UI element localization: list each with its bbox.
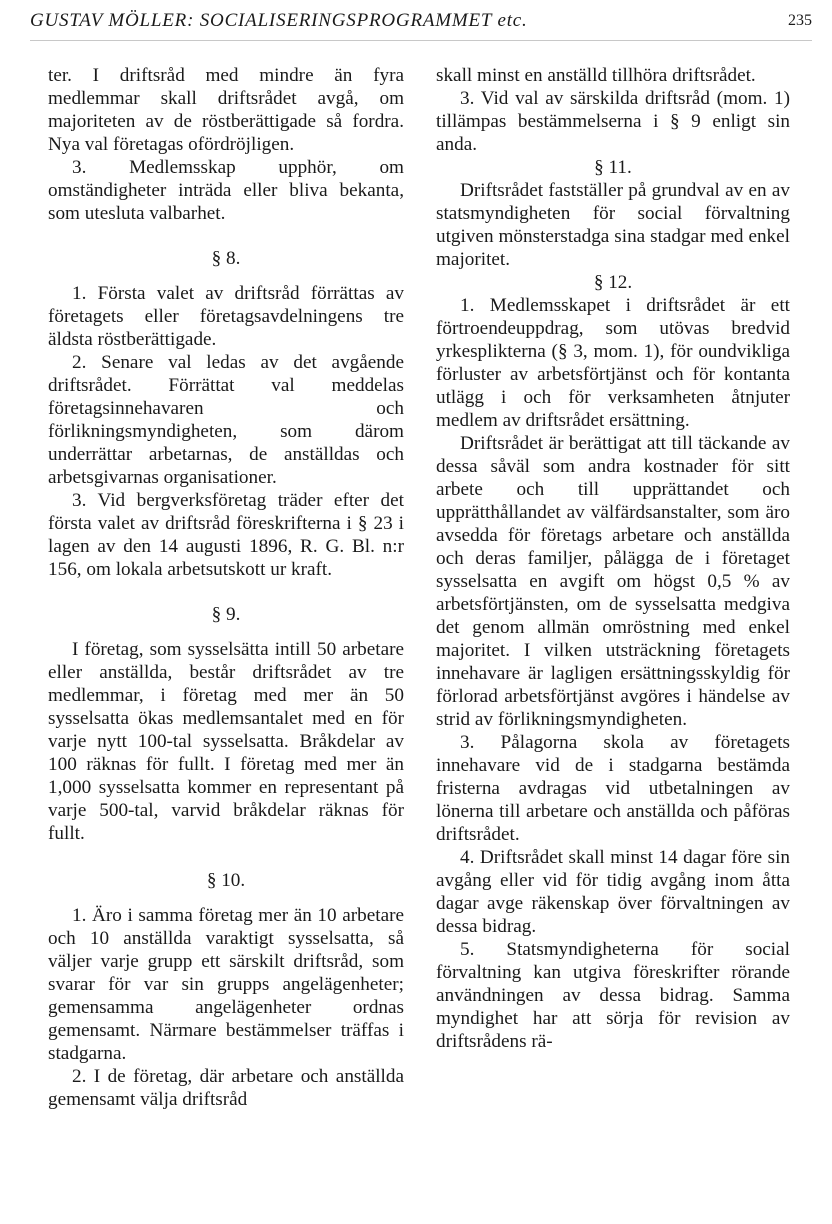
paragraph: Driftsrådet fastställer på grundval av en av statsmyndigheten för social förvaltning utgiven mönsterstadga sina stadgar med enkel majoritet. [436,180,790,270]
paragraph: I företag, som sysselsätta intill 50 arbetare eller anställda, består driftsrådet av tre medlemmar, i företag med mer än 50 sysselsatta ökas medlemsantalet med en för varje nytt 100-tal sysselsatta. Bråkdelar av 100 räknas för fullt. I företag med mer än 1,000 sysselsatta kommer en representant på varje 500-tal, varvid bråkdelar räknas för fullt. [48,639,404,844]
paragraph: 1. Medlemsskapet i driftsrådet är ett förtroendeuppdrag, som utövas bredvid yrkesplikterna (§ 3, mom. 1), för oundvikliga förluster av arbetsförtjänst och för kontanta utlägg i och för verksamheten åtnjuter medlem av driftsrådet ersättning. [436,295,790,431]
paragraph: 2. Senare val ledas av det avgående driftsrådet. Förrättat val meddelas företagsinnehavaren och förlikningsmyndigheten, som därom underrättar arbetarnas, de anställdas och arbetsgivarnas organisationer. [48,352,404,488]
right-column [436,64,790,1053]
paragraph: 3. Medlemsskap upphör, om omständigheter inträda eller bliva bekanta, som utesluta valbarhet. [48,157,404,224]
left-column [48,64,404,1111]
section-heading-9: § 9. [211,604,241,625]
paragraph: 1. Första valet av driftsråd förrättas av företagets eller företagsavdelningens tre äldsta röstberättigade. [48,283,404,350]
paragraph: 1. Äro i samma företag mer än 10 arbetare och 10 anställda varaktigt sysselsatta, så väljer varje grupp ett särskilt driftsråd, som svarar för var sin grupps angelägenheter; gemensamma angelägenheter ordnas gemensamt. Närmare bestämmelser träffas i stadgarna. [48,905,404,1064]
paragraph: Driftsrådet är berättigat att till täckande av dessa såväl som andra kostnader för sitt arbete och till upprättandet och upprätthållandet av välfärdsanstalter, som äro avsedda för företags arbetare och anställda och deras familjer, pålägga de i företaget sysselsatta en avgift om högst 0,5 % av arbetsförtjänsten, om de sysselsatta medgiva det genom allmän omröstning med enkel majoritet. I vilken utsträckning företagets innehavare är lagligen ersättningsskyldig för förlorad arbetsförtjänst avgöres i händelse av strid av förlikningsmyndigheten. [436,433,790,730]
running-header [30,10,812,44]
header-rule [30,40,812,41]
section-heading-10: § 10. [206,870,246,891]
section-heading-11: § 11. [594,157,632,178]
page-number: 235 [788,12,812,29]
paragraph: ter. I driftsråd med mindre än fyra medlemmar skall driftsrådet avgå, om majoriteten av de röstberättigade så fordra. Nya val företagas ofördröjligen. [48,65,404,155]
paragraph: 3. Vid val av särskilda driftsråd (mom. 1) tillämpas bestämmelserna i § 9 enligt sin anda. [436,88,790,155]
paragraph: 2. I de företag, där arbetare och anställda gemensamt välja driftsråd [48,1066,404,1110]
paragraph: 3. Vid bergverksföretag träder efter det första valet av driftsråd föreskrifterna i § 23 i lagen av den 14 augusti 1896, R. G. Bl. n:r 156, om lokala arbetsutskott ur kraft. [48,490,404,580]
paragraph: 3. Pålagorna skola av företagets innehavare vid de i stadgarna bestämda fristerna avdragas vid utbetalningen av lönerna till arbetare och anställda och påföras driftsrådet. [436,732,790,845]
section-heading-12: § 12. [593,272,633,293]
section-heading-8: § 8. [211,248,241,269]
paragraph: 5. Statsmyndigheterna för social förvaltning kan utgiva föreskrifter rörande användningen av dessa bidrag. Samma myndighet har att sörja för revision av driftsrådens rä- [436,939,790,1052]
running-title: GUSTAV MÖLLER: SOCIALISERINGSPROGRAMMET etc. [30,10,528,31]
paragraph: skall minst en anställd tillhöra driftsrådet. [436,65,756,86]
paragraph: 4. Driftsrådet skall minst 14 dagar före sin avgång eller vid för tidig avgång inom åtta dagar avge räkenskap över förvaltningen av dessa bidrag. [436,847,790,937]
